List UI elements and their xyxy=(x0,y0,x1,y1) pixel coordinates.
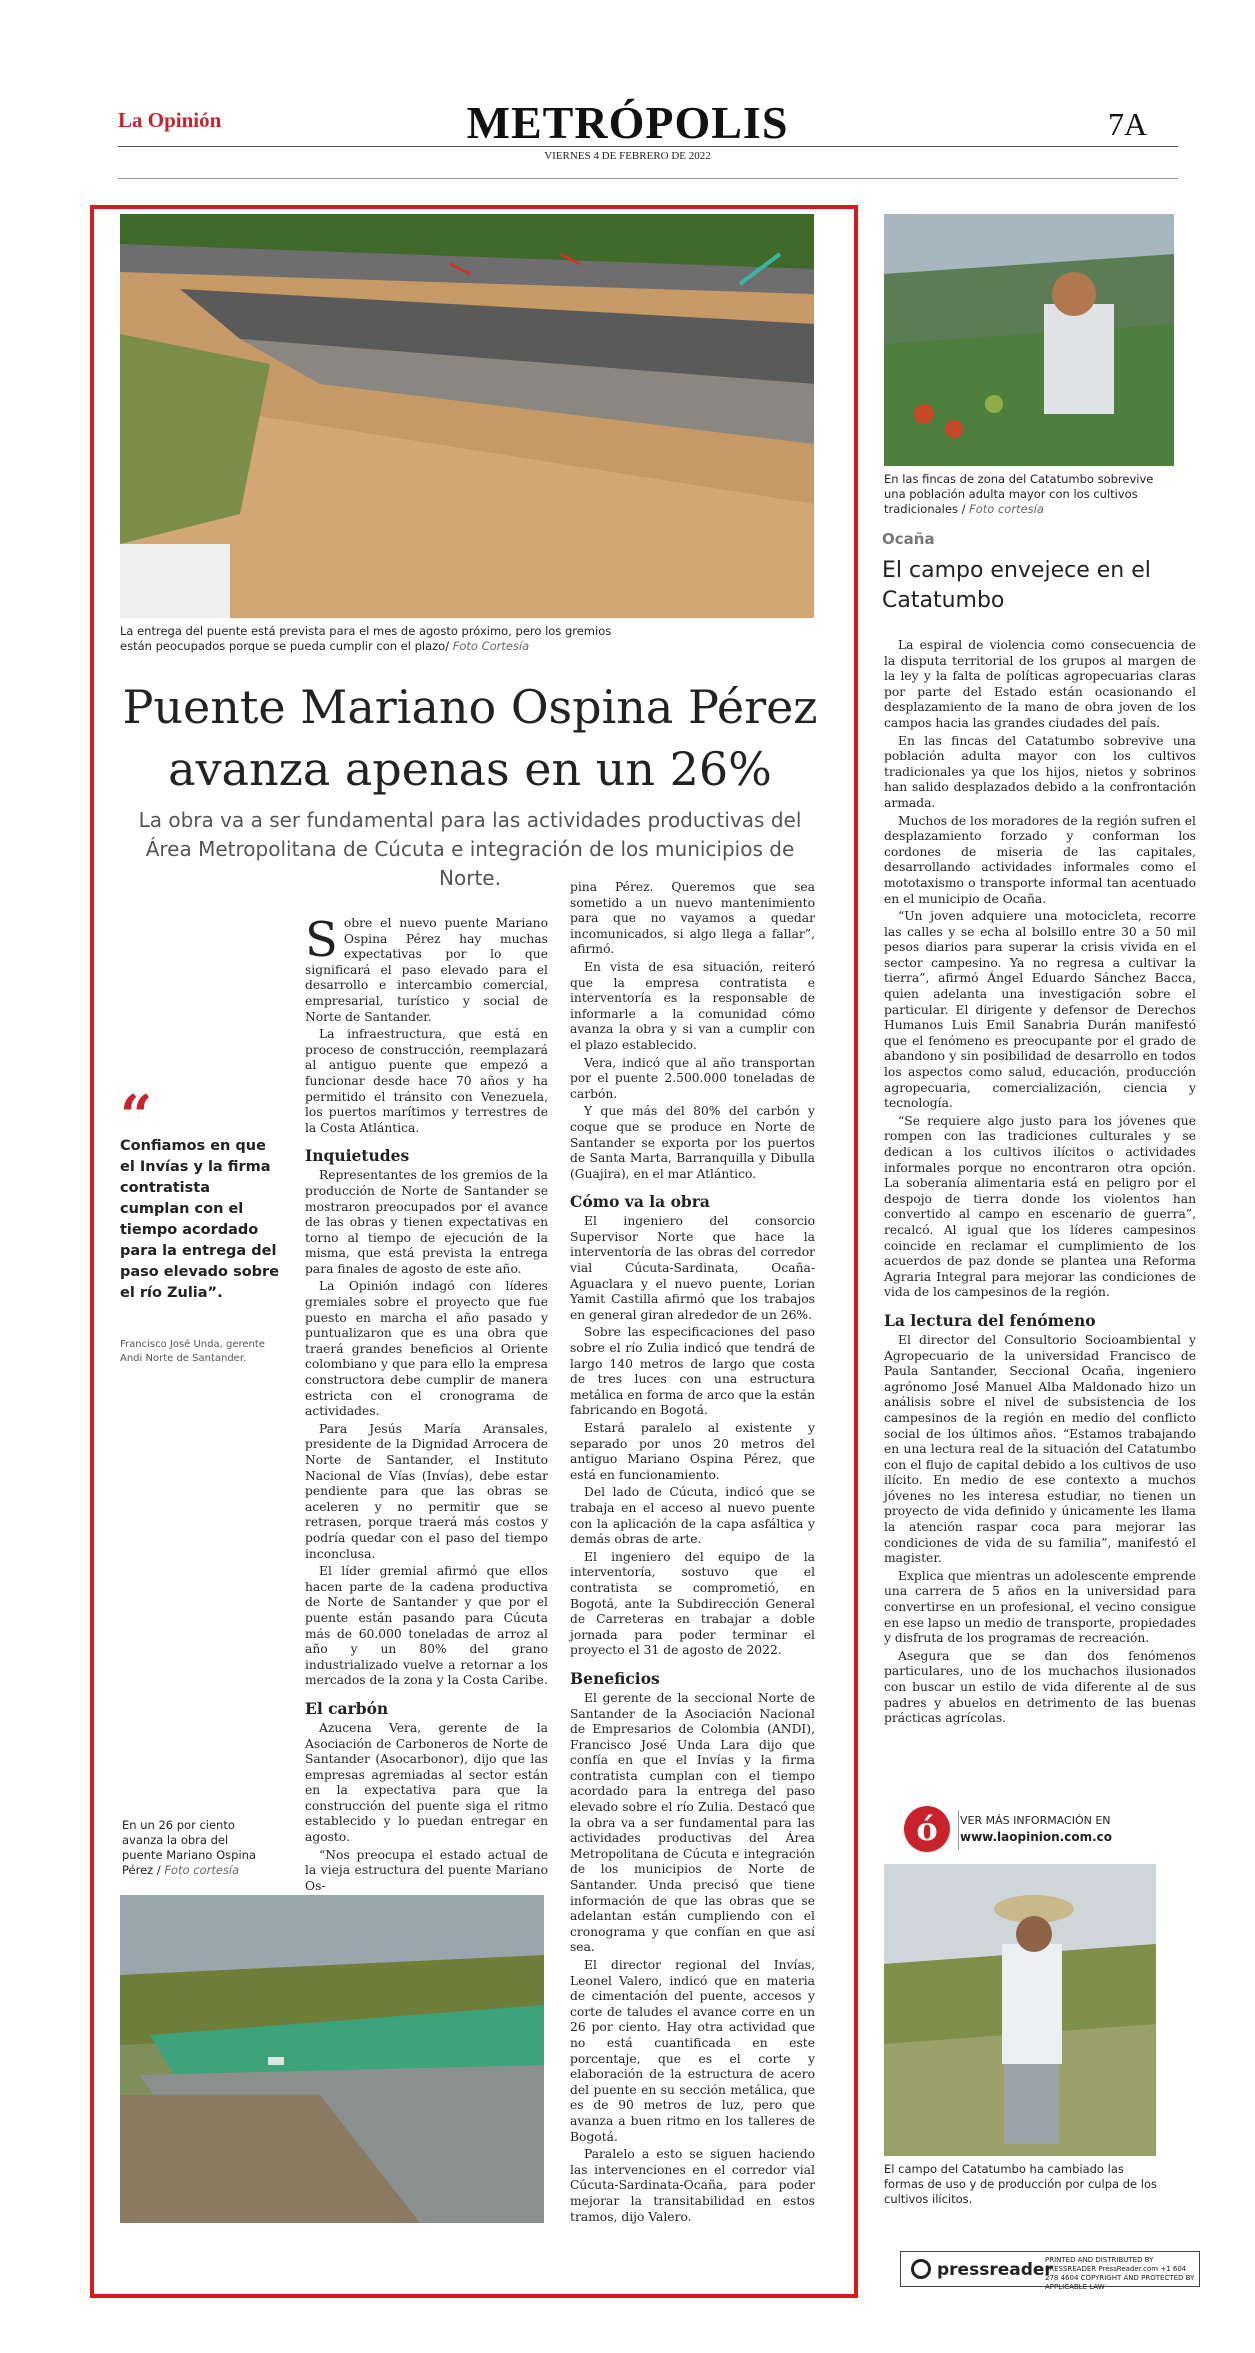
paragraph: El líder gremial afirmó que ellos hacen parte de la cadena productiva de Norte de Santander y que por el puente están pasando para Cúcuta más de 60.000 toneladas de arroz al año y un 80% del grano industrializado vuelve a retornar a los mercados de la zona y la Costa Caribe. xyxy=(305,1564,548,1688)
paragraph: El gerente de la seccional Norte de Santander de la Asociación Nacional de Empresarios de Colombia (ANDI), Francisco José Unda Lara dijo que confía en que el Invías y la firma contratista cumplan con el tiempo acordado para la entrega del paso elevado sobre el río Zulia. Destacó que la obra va a ser fundamental para las actividades productivas del Área Metropolitana de Cúcuta e integración de los municipios de Norte de Santander. Unda precisó que tiene información de que las obras que se adelantan están cumpliendo con el cronograma y que confían en que así sea. xyxy=(570,1690,815,1955)
sidebar-top-caption xyxy=(884,472,1174,517)
more-info-label: VER MÁS INFORMACIÓN EN xyxy=(960,1814,1111,1827)
paragraph: Explica que mientras un adolescente emprende una carrera de 5 años en la universidad para convertirse en un profesional, el vecino consigue en ese lapso un medio de transporte, propiedades y disfruta de los programas de recreación. xyxy=(884,1568,1196,1646)
farmer-field-photo xyxy=(884,1864,1156,2156)
article-column-2 xyxy=(570,880,815,2227)
paragraph: La infraestructura, que está en proceso de construcción, reemplazará al antiguo puente que empezó a funcionar desde hace 70 años y ha permitido el tránsito con Venezuela, los puertos marítimos y terrestres de la Costa Atlántica. xyxy=(305,1027,548,1135)
subheading-beneficios: Beneficios xyxy=(570,1668,660,1688)
paragraph: “Se requiere algo justo para los jóvenes que rompen con las tradiciones culturales y se dedican a los cultivos ilícitos o actividades informales porque no encontraron otra opción. La soberanía alimentaria está en peligro por el despojo de tierra donde los violentos han convertido al campo en escenario de guerra”, recalcó. Al igual que los líderes campesinos coincide en reclamar el cumplimiento de los acuerdos de paz donde se plantea una Reforma Agraria Integral para mejorar las condiciones de vida de los campesinos de la región. xyxy=(884,1113,1196,1300)
quote-mark-icon: “ xyxy=(120,1083,153,1149)
main-photo-caption-text: La entrega del puente está prevista para el mes de agosto próximo, pero los gremios están peocupados porque se pueda cumplir con el plazo/ xyxy=(120,624,612,653)
subheading-lectura: La lectura del fenómeno xyxy=(884,1310,1096,1330)
bottom-photo-caption xyxy=(122,1818,262,1878)
subheading-inquietudes: Inquietudes xyxy=(305,1146,410,1166)
paragraph: Vera, indicó que al año transportan por el puente 2.500.000 toneladas de carbón. xyxy=(570,1055,815,1101)
pull-quote: Confiamos en que el Invías y la firma contratista cumplan con el tiempo acordado para la entrega del paso elevado sobre el río Zulia”. xyxy=(120,1138,280,1301)
farmer-tomato-photo xyxy=(884,214,1174,466)
paragraph: Muchos de los moradores de la región sufren el desplazamiento forzado y conforman los cordones de miseria de las capitales, desarrollando actividades informales como el mototaxismo o transporte informal tan acentuado en el municipio de Ocaña. xyxy=(884,813,1196,906)
bottom-photo-credit: Foto cortesía xyxy=(164,1863,240,1877)
paragraph: La espiral de violencia como consecuencia de la disputa territorial de los grupos al margen de la ley y la falta de políticas agropecuarias claras por parte del Estado están ocasionando el desplazamiento de la mano de obra joven de los campos hacia las grandes ciudades del país. xyxy=(884,638,1196,730)
subheading-carbon: El carbón xyxy=(305,1698,389,1718)
sidebar-column xyxy=(884,638,1196,1729)
sidebar-title: El campo envejece en el Catatumbo xyxy=(882,558,1151,613)
main-photo-credit: Foto Cortesía xyxy=(452,639,530,653)
pressreader-badge xyxy=(900,2251,1200,2291)
paragraph: La Opinión indagó con líderes gremiales sobre el proyecto que fue puesto en marcha el año pasado y puntualizaron que es una obra que traerá grandes beneficios al Oriente colombiano y que para ello la empresa constructora debe cumplir de manera estricta con el cronograma de actividades. xyxy=(305,1279,548,1419)
page-number: 7A xyxy=(1108,106,1148,142)
paragraph: “Nos preocupa el estado actual de la vieja estructura del puente Mariano Os- xyxy=(305,1847,548,1893)
paragraph: Del lado de Cúcuta, indicó que se trabaja en el acceso al nuevo puente con la aplicación de la capa asfáltica y demás obras de arte. xyxy=(570,1485,815,1547)
pressreader-logo-icon xyxy=(911,2259,931,2279)
pressreader-small-print: PRINTED AND DISTRIBUTED BY PRESSREADER PressReader.com +1 604 278 4604 COPYRIGHT AND PROTECTED BY APPLICABLE LAW xyxy=(1045,2256,1195,2291)
sidebar-top-caption-text: En las fincas de zona del Catatumbo sobrevive una población adulta mayor con los cultivos tradicionales / xyxy=(884,472,1154,516)
paragraph: Azucena Vera, gerente de la Asociación de Carboneros de Norte de Santander (Asocarbonor), dijo que las empresas agremiadas al sector están en la expectativa para que la construcción del puente siga el ritmo establecido y lo puedan entregar en agosto. xyxy=(305,1720,548,1845)
divider xyxy=(958,1810,959,1850)
more-info-link[interactable] xyxy=(904,1806,1194,1854)
issue-date: VIERNES 4 DE FEBRERO DE 2022 xyxy=(544,150,711,162)
paragraph: “Un joven adquiere una motocicleta, recorre las calles y se echa al bolsillo entre 30 a 50 mil pesos diarios para superar la crisis vivida en el sector campesino. Ya no regresa a cultivar la tierra”, afirmó Ángel Eduardo Sánchez Bacca, quien adelanta una investigación sobre el particular. El dirigente y defensor de Derechos Humanos Luis Emil Sanabria Durán manifestó que el fenómeno es preocupante por el grado de abandono y sin posibilidad de desarrollo en todos los aspectos como salud, educación, producción agropecuaria, comercialización, ciencia y tecnología. xyxy=(884,909,1196,1111)
bridge-construction-photo xyxy=(120,214,814,618)
paragraph: Estará paralelo al existente y separado por unos 20 metros del antiguo Mariano Ospina Pérez, que está en funcionamiento. xyxy=(570,1421,815,1482)
paragraph: Sobre las especificaciones del paso sobre el río Zulia indicó que tendrá de largo 140 metros de largo que costa de tres luces con una estructura metálica en forma de arco que la están fabricando en Bogotá. xyxy=(570,1325,815,1418)
paragraph: pina Pérez. Queremos que sea sometido a un nuevo mantenimiento para que no vayamos a quedar incomunicados, si algo llega a fallar”, afirmó. xyxy=(570,880,815,957)
pull-quote-author: Francisco José Unda, gerente Andi Norte de Santander. xyxy=(120,1339,265,1364)
sidebar-kicker: Ocaña xyxy=(882,530,935,548)
more-info-url[interactable]: www.laopinion.com.co xyxy=(960,1830,1112,1844)
paragraph-text: obre el nuevo puente Mariano Ospina Pérez hay muchas expectativas por lo que significará el paso elevado para el desarrollo e intercambio comercial, empresarial, turístico y social de Norte de Santander. xyxy=(305,916,548,1024)
article-column-1 xyxy=(305,912,548,1896)
paragraph: El ingeniero del consorcio Supervisor Norte que hace la interventoría de las obras del corredor vial Cúcuta-Sardinata, Ocaña-Aguaclara y el nuevo puente, Lorian Yamit Castilla afirmó que los trabajos en general giran alrededor de un 26%. xyxy=(570,1214,815,1322)
dropcap: S xyxy=(305,912,338,968)
section-title: METRÓPOLIS xyxy=(466,97,789,148)
paragraph: En las fincas del Catatumbo sobrevive una población adulta mayor con los cultivos tradicionales ya que los hijos, nietos y sobrinos han salido desplazados debido a la confrontación armada. xyxy=(884,733,1196,810)
header-rule-bottom xyxy=(118,178,1178,179)
paragraph: Asegura que se dan dos fenómenos particulares, uno de los muchachos ilusionados con buscar un estilo de vida diferente al de sus padres y abuelos en detrimento de las buenas prácticas agrícolas. xyxy=(884,1648,1196,1726)
paragraph: Representantes de los gremios de la producción de Norte de Santander se mostraron preocupados por el avance de las obras y tienen expectativas en torno al tiempo de ejecución de la misma, que está prevista la entrega para finales de agosto de este año. xyxy=(305,1168,548,1276)
pressreader-name: pressreader xyxy=(937,2260,1053,2280)
paragraph: En vista de esa situación, reiteró que la empresa contratista e interventoría es la responsable de informarle a la comunidad cómo avanza la obra y si van a cumplir con el plazo establecido. xyxy=(570,959,815,1052)
subheadline: La obra va a ser fundamental para las actividades productivas del Área Metropolitana de Cúcuta e integración de los municipios de Norte. xyxy=(138,808,802,890)
sidebar-bottom-caption: El campo del Catatumbo ha cambiado las formas de uso y de producción por culpa de los cultivos ilícitos. xyxy=(884,2162,1158,2206)
road-construction-photo xyxy=(120,1895,544,2223)
paragraph: El director regional del Invías, Leonel Valero, indicó que en materia de cimentación del puente, accesos y corte de taludes el avance corre en un 26 por ciento. Hay otra actividad que no está cuantificada en este porcentaje, que es el corte y elaboración de la estructura de acero del puente en su sección metálica, que es de 90 metros de luz, pero que avanza a buen ritmo en los talleres de Bogotá. xyxy=(570,1958,815,2144)
paragraph xyxy=(305,912,548,1025)
paragraph: Paralelo a esto se siguen haciendo las intervenciones en el corredor vial Cúcuta-Sardinata-Ocaña, para poder mejorar la transitabilidad en estos tramos, dijo Valero. xyxy=(570,2147,815,2224)
main-photo-caption xyxy=(120,624,620,654)
sidebar-top-credit: Foto cortesía xyxy=(969,502,1044,516)
la-opinion-logo-icon: ó xyxy=(904,1806,950,1852)
subheading-como-va: Cómo va la obra xyxy=(570,1192,710,1212)
headline: Puente Mariano Ospina Pérez avanza apenas en un 26% xyxy=(122,680,818,796)
bottom-photo-caption-text: En un 26 por ciento avanza la obra del puente Mariano Ospina Pérez / xyxy=(122,1818,256,1877)
paragraph: Para Jesús María Aransales, presidente de la Dignidad Arrocera de Norte de Santander, el Instituto Nacional de Vías (Invías), debe estar pendiente para que las obras se aceleren y no permitir que se retrasen, porque traerá más costos y podría quedar con el paso del tiempo inconclusa. xyxy=(305,1421,548,1561)
paragraph: Y que más del 80% del carbón y coque que se produce en Norte de Santander se exporta por los puertos de Santa Marta, Barranquilla y Dibulla (Guajira), en el mar Atlántico. xyxy=(570,1104,815,1181)
brand-logo: La Opinión xyxy=(118,108,222,132)
paragraph: El director del Consultorio Socioambiental y Agropecuario de la universidad Francisco de Paula Santander, Seccional Ocaña, ingeniero agrónomo José Manuel Alba Maldonado hizo un análisis sobre el nivel de subsistencia de los campesinos de la región en medio del conflicto social de los últimos años. “Estamos trabajando en una lectura real de la situación del Catatumbo con el flujo de capital debido a los cultivos de uso ilícito. En medio de ese contexto a muchos jóvenes no les interesa estudiar, no tienen un proyecto de vida definido y únicamente les llama la atención raspar coca para mejorar las condiciones de vida de su familia”, manifestó el magister. xyxy=(884,1332,1196,1566)
paragraph: El ingeniero del equipo de la interventoría, sostuvo que el contratista se comprometió, en Bogotá, ante la Subdirección General de Carreteras en trabajar a doble jornada para poder terminar el proyecto el 31 de agosto de 2022. xyxy=(570,1549,815,1658)
